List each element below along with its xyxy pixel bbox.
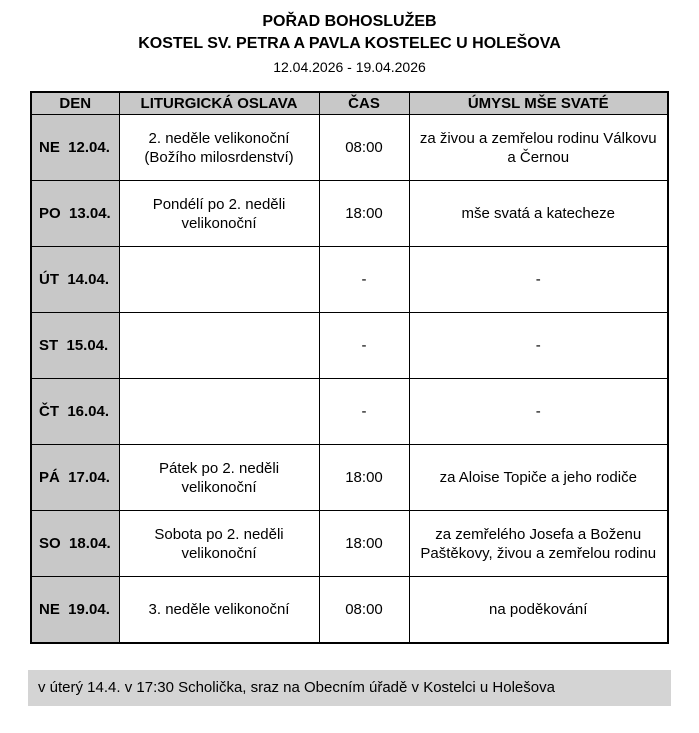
intention-cell: za zemřelého Josefa a Boženu Paštěkovy, živou a zemřelou rodinu bbox=[409, 511, 668, 577]
time-cell: - bbox=[319, 313, 409, 379]
table-header-row bbox=[31, 92, 668, 115]
column-header-liturgicka-oslava: LITURGICKÁ OSLAVA bbox=[119, 92, 319, 115]
day-cell: ČT 16.04. bbox=[31, 379, 119, 445]
document-header bbox=[0, 12, 699, 75]
intention-cell: - bbox=[409, 247, 668, 313]
table-row bbox=[31, 313, 668, 379]
page-title: POŘAD BOHOSLUŽEB bbox=[262, 13, 437, 30]
intention-cell: mše svatá a katecheze bbox=[409, 181, 668, 247]
date-range: 12.04.2026 - 19.04.2026 bbox=[273, 59, 426, 75]
time-cell: 18:00 bbox=[319, 445, 409, 511]
table-row bbox=[31, 577, 668, 643]
time-cell: 08:00 bbox=[319, 115, 409, 181]
day-cell: ÚT 14.04. bbox=[31, 247, 119, 313]
day-cell: ST 15.04. bbox=[31, 313, 119, 379]
footer-note: v úterý 14.4. v 17:30 Scholička, sraz na Obecním úřadě v Kostelci u Holešova bbox=[28, 670, 671, 706]
column-header-umysl: ÚMYSL MŠE SVATÉ bbox=[409, 92, 668, 115]
day-cell: PÁ 17.04. bbox=[31, 445, 119, 511]
schedule-table bbox=[30, 91, 669, 644]
celebration-cell bbox=[119, 313, 319, 379]
table-row bbox=[31, 445, 668, 511]
table-row bbox=[31, 181, 668, 247]
time-cell: 08:00 bbox=[319, 577, 409, 643]
day-cell: NE 19.04. bbox=[31, 577, 119, 643]
intention-cell: - bbox=[409, 379, 668, 445]
intention-cell: za Aloise Topiče a jeho rodiče bbox=[409, 445, 668, 511]
table-row bbox=[31, 115, 668, 181]
celebration-cell: Pátek po 2. neděli velikonoční bbox=[119, 445, 319, 511]
day-cell: SO 18.04. bbox=[31, 511, 119, 577]
time-cell: 18:00 bbox=[319, 511, 409, 577]
time-cell: - bbox=[319, 379, 409, 445]
intention-cell: za živou a zemřelou rodinu Válkovu a Černou bbox=[409, 115, 668, 181]
table-row bbox=[31, 379, 668, 445]
table-row bbox=[31, 511, 668, 577]
time-cell: - bbox=[319, 247, 409, 313]
celebration-cell: 3. neděle velikonoční bbox=[119, 577, 319, 643]
celebration-cell bbox=[119, 247, 319, 313]
intention-cell: na poděkování bbox=[409, 577, 668, 643]
day-cell: PO 13.04. bbox=[31, 181, 119, 247]
intention-cell: - bbox=[409, 313, 668, 379]
table-row bbox=[31, 247, 668, 313]
celebration-cell: Sobota po 2. neděli velikonoční bbox=[119, 511, 319, 577]
column-header-cas: ČAS bbox=[319, 92, 409, 115]
celebration-cell: 2. neděle velikonoční (Božího milosrdenství) bbox=[119, 115, 319, 181]
celebration-cell: Pondélí po 2. neděli velikonoční bbox=[119, 181, 319, 247]
time-cell: 18:00 bbox=[319, 181, 409, 247]
column-header-den: DEN bbox=[31, 92, 119, 115]
page-subtitle: KOSTEL SV. PETRA A PAVLA KOSTELEC U HOLEŠOVA bbox=[138, 35, 561, 52]
day-cell: NE 12.04. bbox=[31, 115, 119, 181]
celebration-cell bbox=[119, 379, 319, 445]
